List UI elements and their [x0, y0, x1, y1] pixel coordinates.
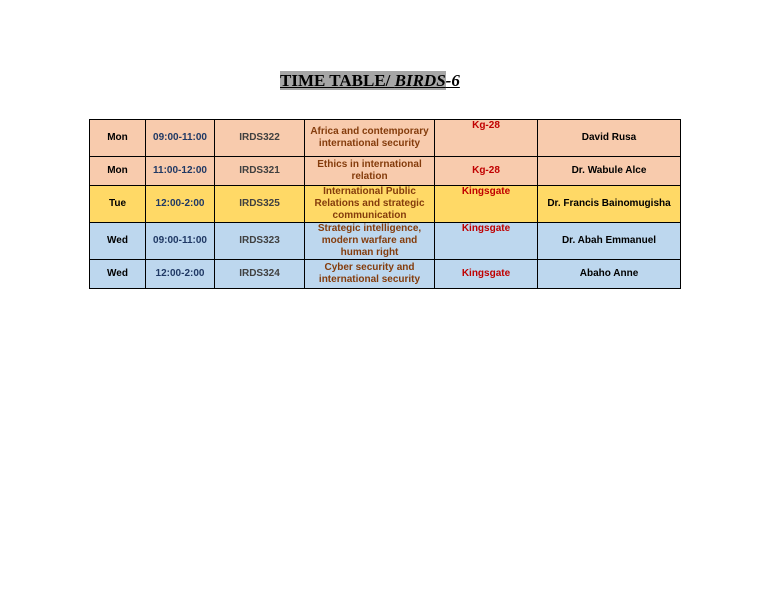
day-cell: Wed	[90, 260, 146, 289]
table-row	[90, 120, 681, 157]
venue-cell: Kg-28	[435, 157, 538, 186]
course-code-cell: IRDS324	[215, 260, 305, 289]
table-row	[90, 223, 681, 260]
course-code-cell: IRDS325	[215, 186, 305, 223]
day-cell: Mon	[90, 157, 146, 186]
table-row	[90, 186, 681, 223]
lecturer-cell: Abaho Anne	[538, 260, 681, 289]
time-cell: 12:00-2:00	[146, 260, 215, 289]
course-code-cell: IRDS321	[215, 157, 305, 186]
course-code-cell: IRDS322	[215, 120, 305, 157]
lecturer-cell: David Rusa	[538, 120, 681, 157]
time-cell: 12:00-2:00	[146, 186, 215, 223]
page-title	[280, 71, 460, 91]
day-cell: Mon	[90, 120, 146, 157]
timetable	[89, 119, 681, 289]
lecturer-cell: Dr. Francis Bainomugisha	[538, 186, 681, 223]
lecturer-cell: Dr. Wabule Alce	[538, 157, 681, 186]
title-year: -6	[445, 71, 460, 90]
time-cell: 09:00-11:00	[146, 223, 215, 260]
venue-cell: Kingsgate	[435, 223, 538, 260]
course-code-cell: IRDS323	[215, 223, 305, 260]
title-program: BIRDS	[394, 71, 446, 90]
table-row	[90, 260, 681, 289]
venue-cell: Kingsgate	[435, 260, 538, 289]
venue-cell: Kingsgate	[435, 186, 538, 223]
day-cell: Wed	[90, 223, 146, 260]
course-title-cell: Ethics in international relation	[305, 157, 435, 186]
course-title-cell: Africa and contemporary international security	[305, 120, 435, 157]
lecturer-cell: Dr. Abah Emmanuel	[538, 223, 681, 260]
title-prefix: TIME TABLE/	[280, 71, 395, 90]
course-title-cell: International Public Relations and strategic communication	[305, 186, 435, 223]
time-cell: 09:00-11:00	[146, 120, 215, 157]
day-cell: Tue	[90, 186, 146, 223]
venue-cell: Kg-28	[435, 120, 538, 157]
course-title-cell: Strategic intelligence, modern warfare and human right	[305, 223, 435, 260]
time-cell: 11:00-12:00	[146, 157, 215, 186]
course-title-cell: Cyber security and international security	[305, 260, 435, 289]
table-row	[90, 157, 681, 186]
